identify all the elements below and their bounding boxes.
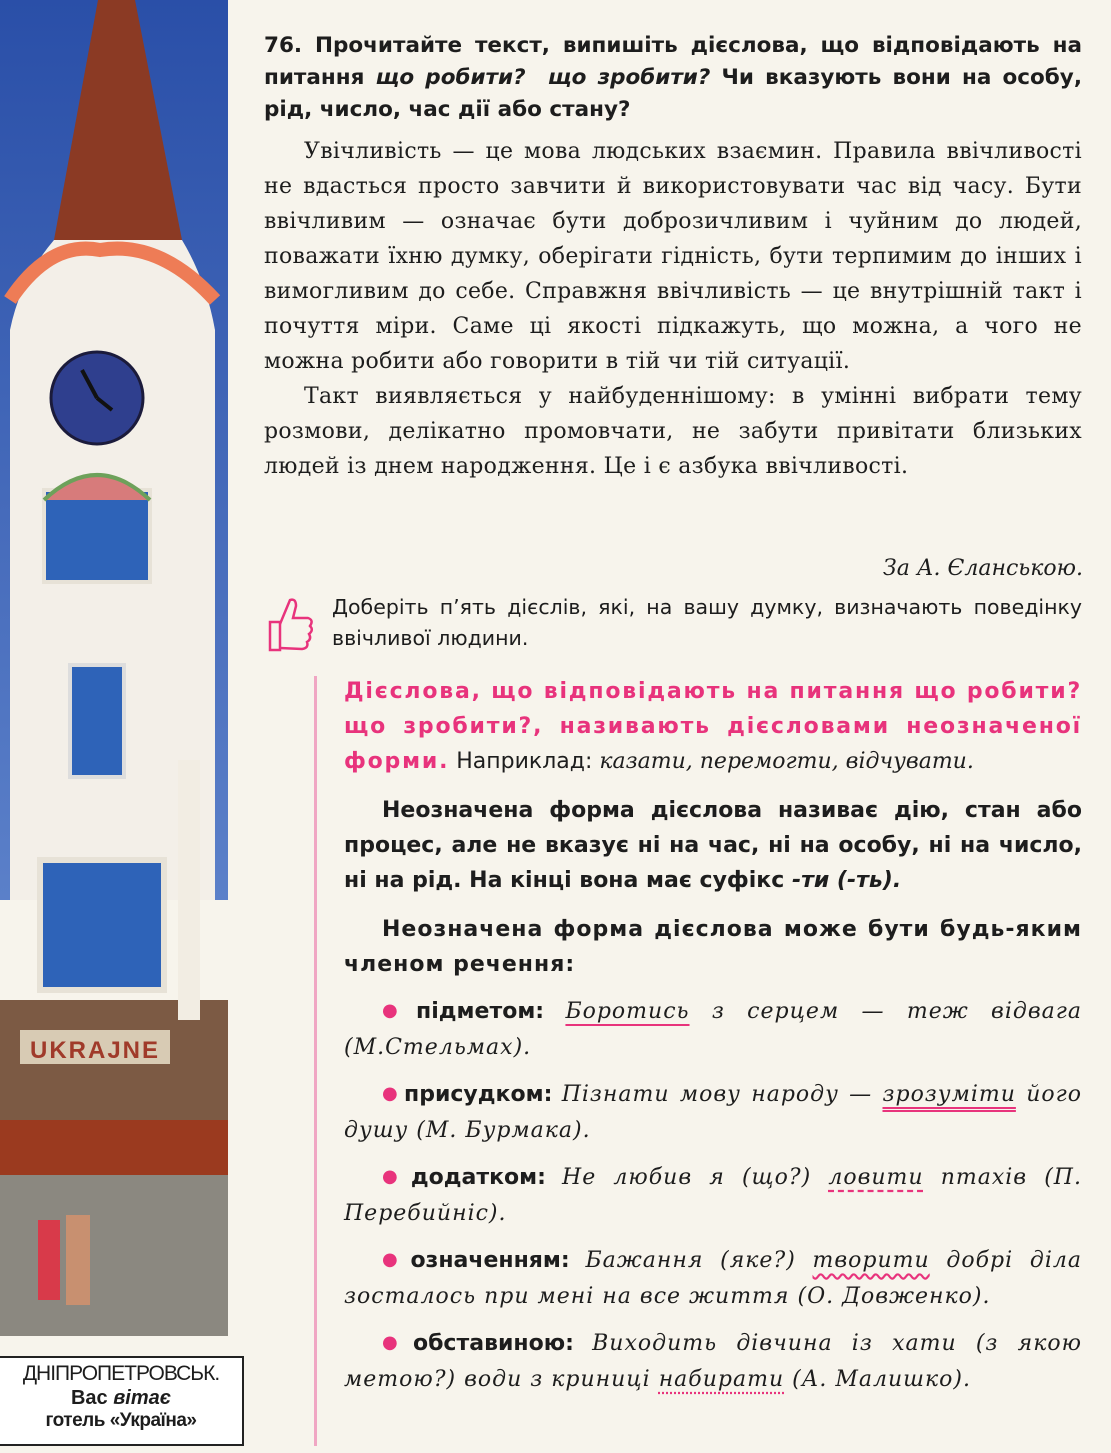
list-item: ● обставиною: Виходить дівчина із хати (з якою метою?) води з криниці набирати (А. Малишко). [344, 1331, 1082, 1392]
exercise-number: 76. [264, 33, 303, 58]
text-paragraph-2: Такт виявляється у найбуденнішому: в умінні вибрати тему розмови, делікатно промовчати, не забути привітати близьких людей із днем народження. Це і є азбука ввічливості. [264, 384, 1082, 479]
reading-text [264, 134, 1082, 484]
text-author: За А. Єланською. [883, 556, 1083, 581]
rule-definition: Дієслова, що відповідають на питання що робити? що зробити?, називають дієсловами неозначеної форми. Наприклад: казати, перемогти, відчувати. [344, 679, 1083, 774]
rule-members-intro: Неозначена форма дієслова може бути будь-яким членом речення: [344, 917, 1082, 977]
grammar-rule [344, 674, 1082, 1397]
hotel-sign: UKRAJNE [29, 1037, 161, 1064]
caption-hotel: готель «Україна» [45, 1410, 197, 1431]
exercise-instruction: 76. Прочитайте текст, випишіть дієслова, що відповідають на питання що робити? що зробити? Чи вказують вони на особу, рід, число, час дії або стану? [264, 33, 1082, 122]
list-item: ● підметом: Боротись з серцем — теж відвага (М.Стельмах). [344, 999, 1082, 1060]
rule-margin-line [314, 676, 317, 1446]
caption-city: ДНІПРОПЕТРОВСЬК. [22, 1362, 220, 1385]
rule-description: Неозначена форма дієслова називає дію, стан або процес, але не вказує ні на час, ні на особу, ні на число, ні на рід. На кінці вона має суфікс -ти (-ть). [344, 798, 1082, 893]
caption-greeting: Вас вітає [70, 1387, 172, 1409]
text-paragraph-1: Увічливість — це мова людських взаємин. Правила ввічливості не вдасться просто завчити й використовувати час від часу. Бути ввічливим — означає бути доброзичливим і чуйним до людей, поважати їхню думку, оберігати гідність, бути терпимим до інших і вимогливим до себе. Справжня ввічливість — це внутрішній такт і почуття міри. Саме ці якості підкажуть, що можна, а чого не можна робити або говорити в тій чи тій ситуації. [264, 139, 1082, 374]
task-text: Доберіть п’ять дієслів, які, на вашу думку, визначають поведінку ввічливої людини. [332, 595, 1082, 650]
hotel-building-illustration [0, 0, 228, 1336]
list-item: ● додатком: Не любив я (що?) ловити птахів (П. Перебийніс). [344, 1165, 1082, 1226]
list-item: ● присудком: Пізнати мову народу — зрозуміти його душу (М. Бурмака). [344, 1082, 1082, 1143]
thumbs-up-icon [262, 594, 314, 654]
hotel-photo [0, 0, 228, 1336]
list-item: ● означенням: Бажання (яке?) творити добрі діла зосталось при мені на все життя (О. Довженко). [344, 1248, 1082, 1309]
photo-caption [0, 1356, 244, 1446]
